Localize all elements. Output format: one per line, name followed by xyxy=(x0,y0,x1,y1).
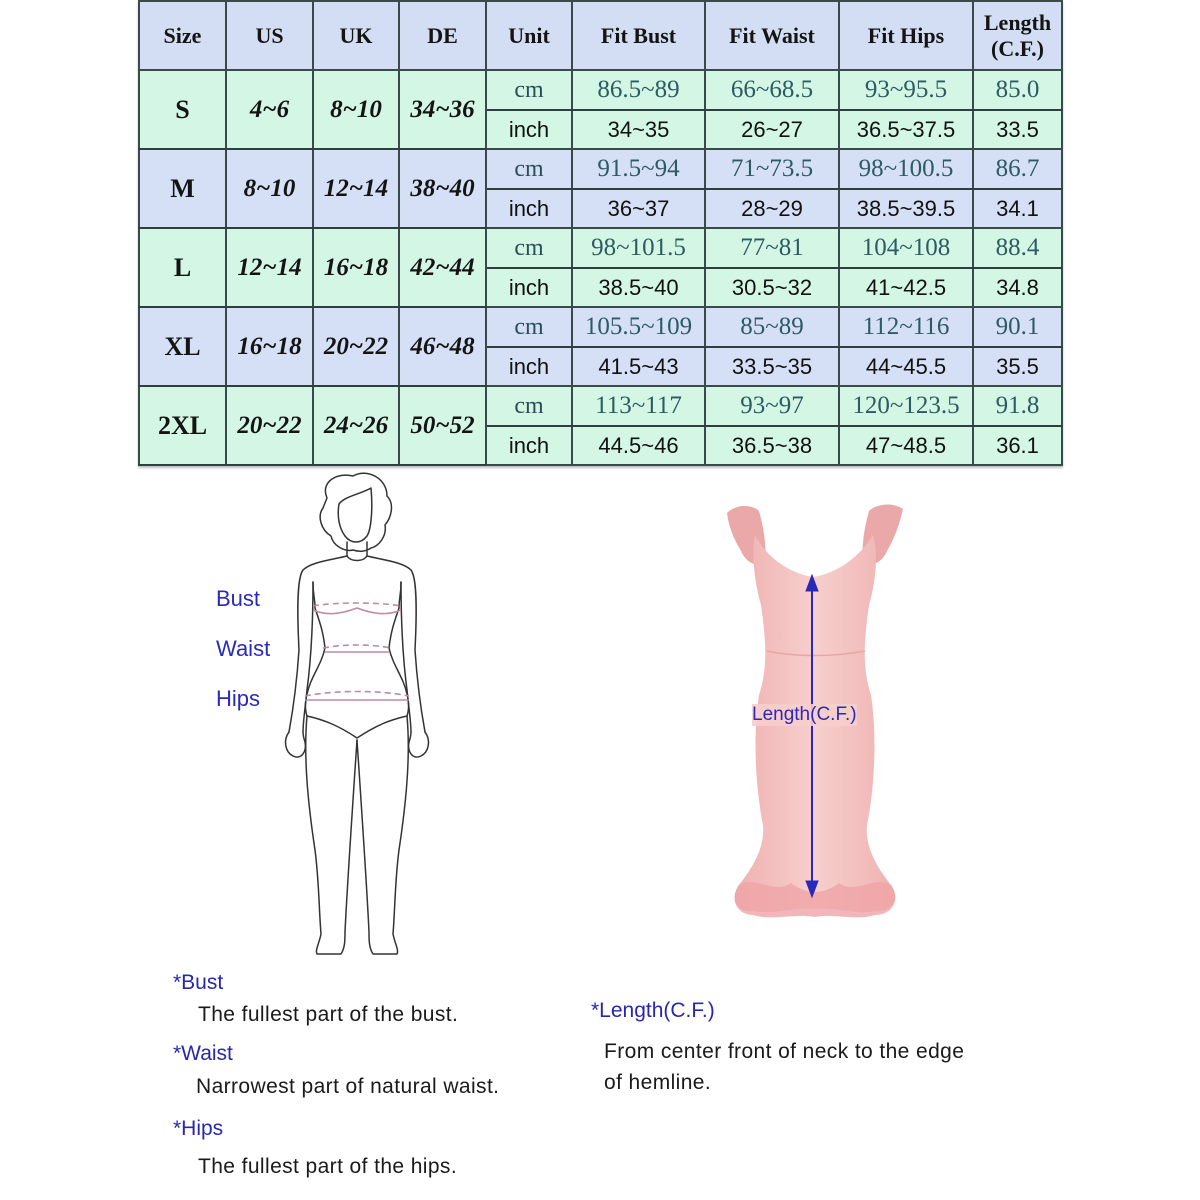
us-size-cell: 16~18 xyxy=(226,307,313,386)
bust-inch-cell: 44.5~46 xyxy=(572,426,705,465)
unit-inch-cell: inch xyxy=(486,347,572,386)
bust-inch-cell: 41.5~43 xyxy=(572,347,705,386)
de-size-cell: 38~40 xyxy=(399,149,486,228)
header-unit: Unit xyxy=(486,1,572,70)
size-cell: S xyxy=(139,70,226,149)
size-cell: L xyxy=(139,228,226,307)
hips-cm-cell: 120~123.5 xyxy=(839,386,973,426)
unit-cm-cell: cm xyxy=(486,70,572,110)
unit-cm-cell: cm xyxy=(486,386,572,426)
length-inch-cell: 34.1 xyxy=(973,189,1062,228)
size-cell: 2XL xyxy=(139,386,226,465)
length-inch-cell: 33.5 xyxy=(973,110,1062,149)
table-row-l-cm xyxy=(139,228,1062,268)
unit-inch-cell: inch xyxy=(486,189,572,228)
bust-definition-term: *Bust xyxy=(173,971,224,994)
table-row-2xl-cm xyxy=(139,386,1062,426)
header-length-line1: Length xyxy=(983,9,1052,35)
header-length xyxy=(973,1,1062,70)
length-definition-text-line2: of hemline. xyxy=(604,1071,712,1094)
length-inch-cell: 34.8 xyxy=(973,268,1062,307)
hips-label: Hips xyxy=(216,686,261,711)
bust-inch-cell: 36~37 xyxy=(572,189,705,228)
waist-inch-cell: 36.5~38 xyxy=(705,426,839,465)
body-measurement-figure xyxy=(275,470,445,965)
unit-cm-cell: cm xyxy=(486,228,572,268)
waist-inch-cell: 28~29 xyxy=(705,189,839,228)
hips-definition-term: *Hips xyxy=(173,1117,224,1140)
waist-cm-cell: 71~73.5 xyxy=(705,149,839,189)
length-cm-cell: 86.7 xyxy=(973,149,1062,189)
waist-cm-cell: 85~89 xyxy=(705,307,839,347)
de-size-cell: 42~44 xyxy=(399,228,486,307)
hips-inch-cell: 41~42.5 xyxy=(839,268,973,307)
waist-definition-term: *Waist xyxy=(173,1042,233,1065)
waist-inch-cell: 26~27 xyxy=(705,110,839,149)
us-size-cell: 8~10 xyxy=(226,149,313,228)
length-inch-cell: 36.1 xyxy=(973,426,1062,465)
bust-inch-cell: 38.5~40 xyxy=(572,268,705,307)
bust-cm-cell: 113~117 xyxy=(572,386,705,426)
us-size-cell: 12~14 xyxy=(226,228,313,307)
bust-cm-cell: 105.5~109 xyxy=(572,307,705,347)
us-size-cell: 4~6 xyxy=(226,70,313,149)
length-cm-cell: 88.4 xyxy=(973,228,1062,268)
header-fit-waist: Fit Waist xyxy=(705,1,839,70)
waist-cm-cell: 77~81 xyxy=(705,228,839,268)
bust-label: Bust xyxy=(216,586,261,611)
waist-cm-cell: 66~68.5 xyxy=(705,70,839,110)
length-inch-cell: 35.5 xyxy=(973,347,1062,386)
uk-size-cell: 8~10 xyxy=(313,70,399,149)
size-cell: XL xyxy=(139,307,226,386)
unit-inch-cell: inch xyxy=(486,268,572,307)
unit-cm-cell: cm xyxy=(486,307,572,347)
table-row-m-cm xyxy=(139,149,1062,189)
us-size-cell: 20~22 xyxy=(226,386,313,465)
hips-cm-cell: 104~108 xyxy=(839,228,973,268)
length-cm-cell: 90.1 xyxy=(973,307,1062,347)
unit-inch-cell: inch xyxy=(486,110,572,149)
uk-size-cell: 24~26 xyxy=(313,386,399,465)
hips-cm-cell: 112~116 xyxy=(839,307,973,347)
header-us: US xyxy=(226,1,313,70)
length-cf-label: Length(C.F.) xyxy=(752,704,857,725)
waist-inch-cell: 33.5~35 xyxy=(705,347,839,386)
hips-definition-text: The fullest part of the hips. xyxy=(198,1155,458,1178)
hips-inch-cell: 47~48.5 xyxy=(839,426,973,465)
header-uk: UK xyxy=(313,1,399,70)
bust-inch-cell: 34~35 xyxy=(572,110,705,149)
header-length-line2: (C.F.) xyxy=(991,35,1044,61)
hips-cm-cell: 98~100.5 xyxy=(839,149,973,189)
length-cm-cell: 91.8 xyxy=(973,386,1062,426)
table-header-row xyxy=(139,1,1062,70)
header-size: Size xyxy=(139,1,226,70)
waist-label: Waist xyxy=(216,636,271,661)
de-size-cell: 46~48 xyxy=(399,307,486,386)
bust-cm-cell: 86.5~89 xyxy=(572,70,705,110)
table-row-s-cm xyxy=(139,70,1062,110)
uk-size-cell: 12~14 xyxy=(313,149,399,228)
length-definition-text-line1: From center front of neck to the edge xyxy=(604,1040,965,1063)
size-cell: M xyxy=(139,149,226,228)
bust-definition-text: The fullest part of the bust. xyxy=(198,1003,459,1026)
header-fit-bust: Fit Bust xyxy=(572,1,705,70)
uk-size-cell: 16~18 xyxy=(313,228,399,307)
bust-cm-cell: 91.5~94 xyxy=(572,149,705,189)
uk-size-cell: 20~22 xyxy=(313,307,399,386)
unit-cm-cell: cm xyxy=(486,149,572,189)
size-chart-table xyxy=(138,0,1063,466)
hips-inch-cell: 36.5~37.5 xyxy=(839,110,973,149)
table-row-xl-cm xyxy=(139,307,1062,347)
de-size-cell: 50~52 xyxy=(399,386,486,465)
unit-inch-cell: inch xyxy=(486,426,572,465)
de-size-cell: 34~36 xyxy=(399,70,486,149)
length-cm-cell: 85.0 xyxy=(973,70,1062,110)
header-de: DE xyxy=(399,1,486,70)
waist-inch-cell: 30.5~32 xyxy=(705,268,839,307)
bust-cm-cell: 98~101.5 xyxy=(572,228,705,268)
header-fit-hips: Fit Hips xyxy=(839,1,973,70)
waist-cm-cell: 93~97 xyxy=(705,386,839,426)
hips-inch-cell: 44~45.5 xyxy=(839,347,973,386)
hips-inch-cell: 38.5~39.5 xyxy=(839,189,973,228)
length-definition-term: *Length(C.F.) xyxy=(591,999,715,1022)
waist-definition-text: Narrowest part of natural waist. xyxy=(196,1075,500,1098)
hips-cm-cell: 93~95.5 xyxy=(839,70,973,110)
